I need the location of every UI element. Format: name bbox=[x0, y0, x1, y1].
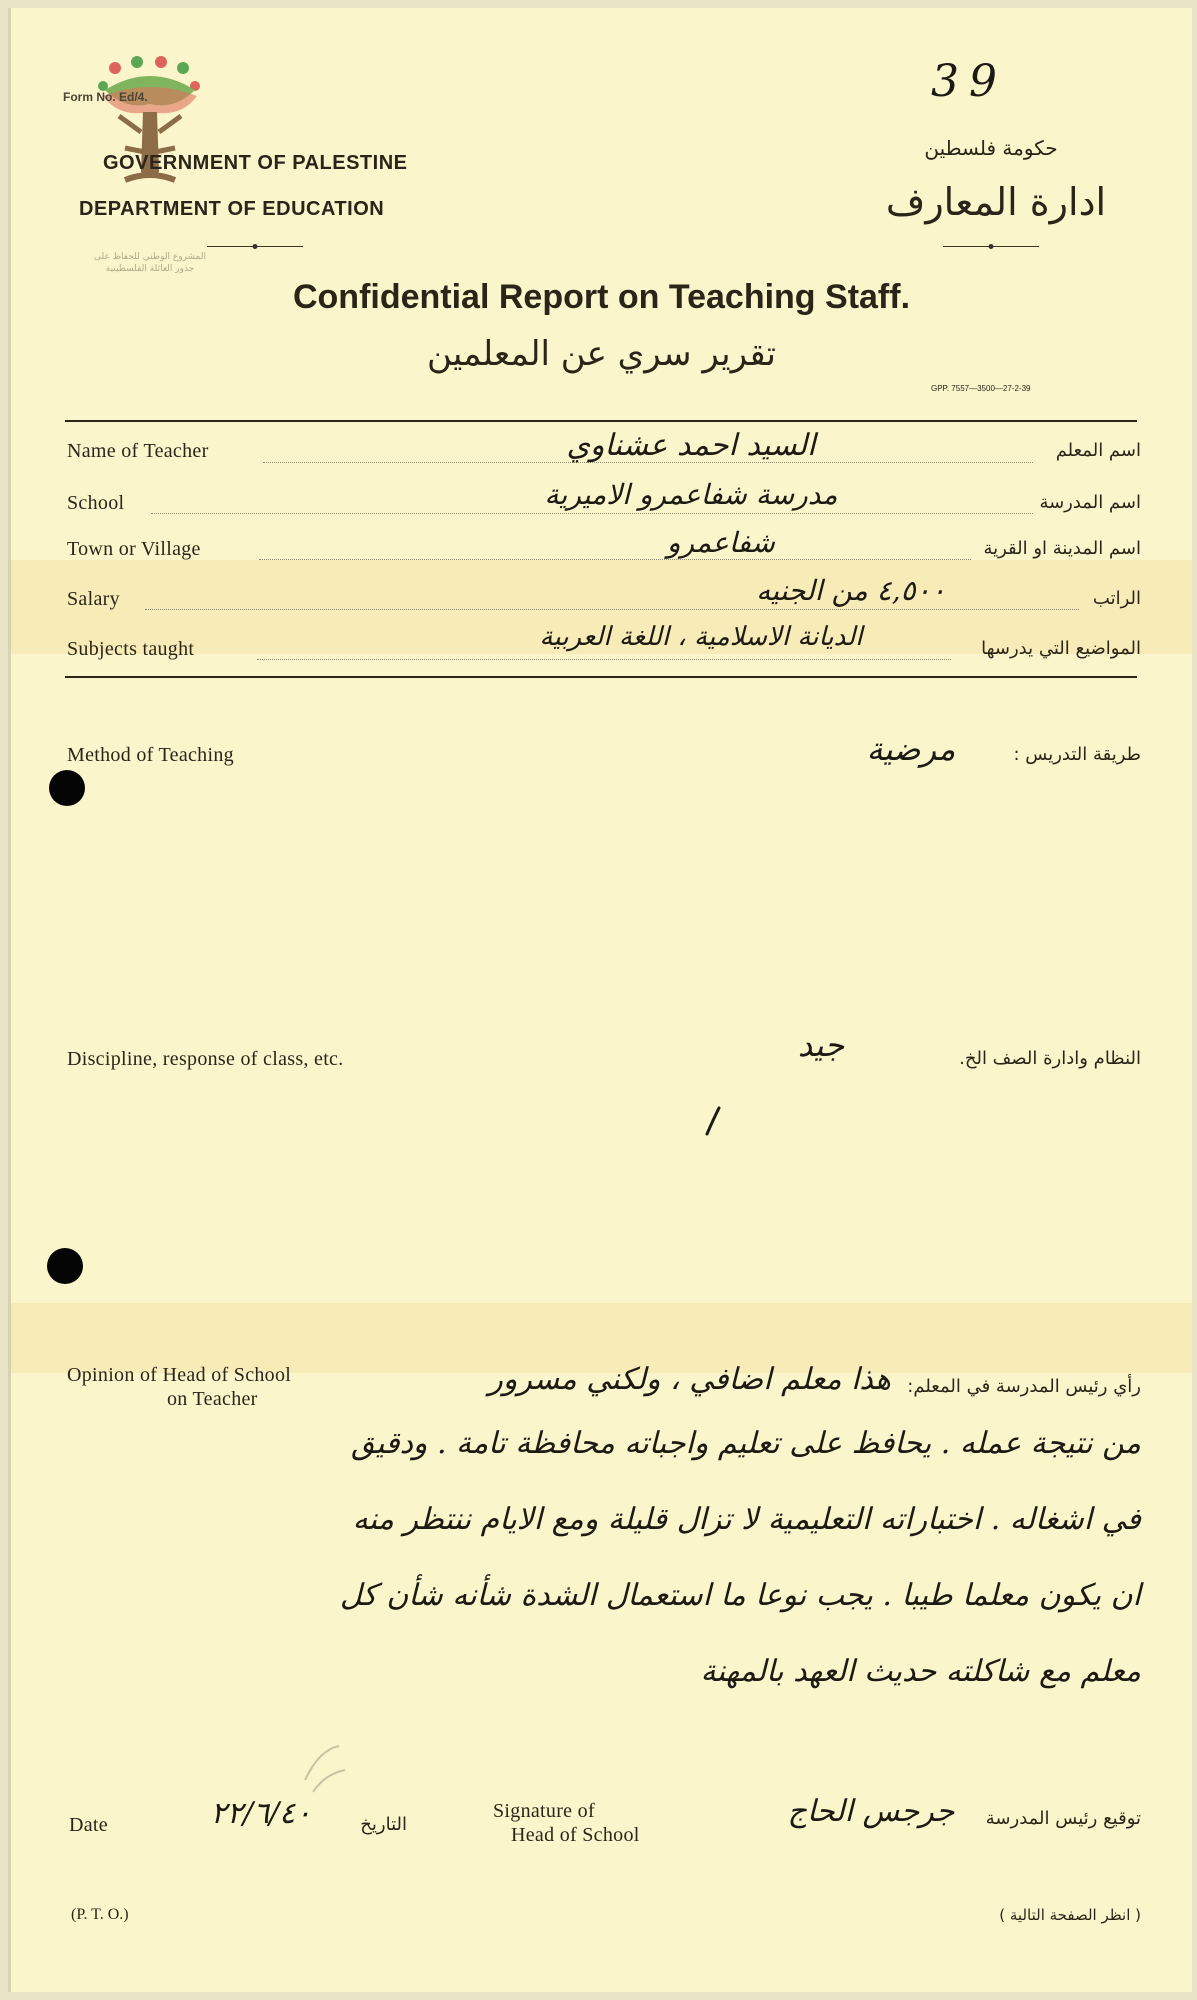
opinion-line: معلم مع شاكلته حديث العهد بالمهنة bbox=[700, 1654, 1141, 1689]
field-label-en: Salary bbox=[67, 588, 120, 610]
discipline-value: جيد bbox=[797, 1026, 845, 1064]
field-dots bbox=[257, 659, 951, 660]
signature-label-ar: توقيع رئيس المدرسة bbox=[985, 1808, 1141, 1829]
watermark-caption-2: جذور العائلة الفلسطينية bbox=[105, 264, 195, 274]
field-label-en: Subjects taught bbox=[67, 638, 195, 660]
signature-label-en-2: Head of School bbox=[511, 1824, 640, 1846]
field-value-subjects: الديانة الاسلامية ، اللغة العربية bbox=[539, 622, 863, 652]
title-ar: تقرير سري عن المعلمين bbox=[426, 334, 776, 374]
discipline-label-en: Discipline, response of class, etc. bbox=[67, 1048, 344, 1070]
watermark-caption-1: المشروع الوطني للحفاظ على bbox=[93, 252, 206, 262]
field-value-name: السيد احمد عشناوي bbox=[566, 428, 816, 463]
signature-value: جرجس الحاج bbox=[787, 1794, 955, 1829]
field-label-ar: المواضيع التي يدرسها bbox=[981, 638, 1141, 659]
faint-mark-icon bbox=[295, 1740, 355, 1796]
opinion-line: ان يكون معلما طيبا . يجب نوعا ما استعمال الشدة شأنه شأن كل bbox=[339, 1578, 1141, 1613]
government-en: GOVERNMENT OF PALESTINE bbox=[103, 152, 408, 174]
field-label-en: School bbox=[67, 492, 125, 514]
fields-top-rule bbox=[65, 420, 1137, 422]
opinion-line: هذا معلم اضافي ، ولكني مسرور bbox=[488, 1362, 891, 1397]
punch-hole bbox=[47, 1248, 83, 1284]
field-dots bbox=[151, 513, 1033, 514]
discipline-label-ar: النظام وادارة الصف الخ. bbox=[959, 1048, 1141, 1069]
field-value-salary: ٤,٥٠٠ من الجنيه bbox=[756, 574, 946, 607]
date-label-en: Date bbox=[69, 1814, 108, 1836]
report-form bbox=[8, 8, 1192, 1992]
field-dots bbox=[145, 609, 1079, 610]
form-number: Form No. Ed/4. bbox=[63, 90, 148, 104]
opinion-label-en-1: Opinion of Head of School bbox=[67, 1364, 292, 1386]
print-code: GPP. 7557—3500—27-2-39 bbox=[931, 384, 1031, 393]
opinion-line: من نتيجة عمله . يحافظ على تعليم واجباته محافظة تامة . ودقيق bbox=[351, 1426, 1141, 1461]
department-en: DEPARTMENT OF EDUCATION bbox=[79, 198, 385, 220]
method-label-en: Method of Teaching bbox=[67, 744, 234, 766]
opinion-line: في اشغاله . اختباراته التعليمية لا تزال قليلة ومع الايام ننتظر منه bbox=[352, 1502, 1141, 1537]
field-label-ar: الراتب bbox=[1092, 588, 1141, 609]
pto-ar: ( انظر الصفحة التالية ) bbox=[999, 1906, 1141, 1924]
opinion-label-ar: رأي رئيس المدرسة في المعلم: bbox=[907, 1376, 1141, 1397]
pen-stroke-icon bbox=[703, 1106, 723, 1138]
pto-en: (P. T. O.) bbox=[71, 1906, 129, 1923]
field-label-ar: اسم المدرسة bbox=[1039, 492, 1141, 513]
field-label-ar: اسم المدينة او القرية bbox=[983, 538, 1141, 559]
opinion-label-en-2: on Teacher bbox=[167, 1388, 258, 1410]
header-rule-right bbox=[943, 246, 1039, 247]
header-rule-left bbox=[207, 246, 303, 247]
fields-bottom-rule bbox=[65, 676, 1137, 678]
field-value-town: شفاعمرو bbox=[666, 526, 776, 559]
date-label-ar: التاريخ bbox=[360, 1814, 407, 1835]
field-dots bbox=[259, 559, 971, 560]
method-label-ar: طريقة التدريس : bbox=[1013, 744, 1141, 765]
field-value-school: مدرسة شفاعمرو الاميرية bbox=[544, 478, 838, 511]
signature-label-en-1: Signature of bbox=[493, 1800, 595, 1822]
field-label-en: Name of Teacher bbox=[67, 440, 209, 462]
government-ar: حكومة فلسطين bbox=[924, 136, 1058, 160]
page-number: 39 bbox=[931, 56, 1007, 107]
date-value: ٢٢/٦/٤٠ bbox=[210, 1796, 312, 1831]
field-label-en: Town or Village bbox=[67, 538, 201, 560]
title-en: Confidential Report on Teaching Staff. bbox=[292, 278, 911, 316]
field-label-ar: اسم المعلم bbox=[1055, 440, 1141, 461]
family-tree-icon bbox=[75, 52, 225, 202]
department-ar: ادارة المعارف bbox=[885, 180, 1107, 224]
punch-hole bbox=[49, 770, 85, 806]
method-value: مرضية bbox=[866, 730, 956, 768]
